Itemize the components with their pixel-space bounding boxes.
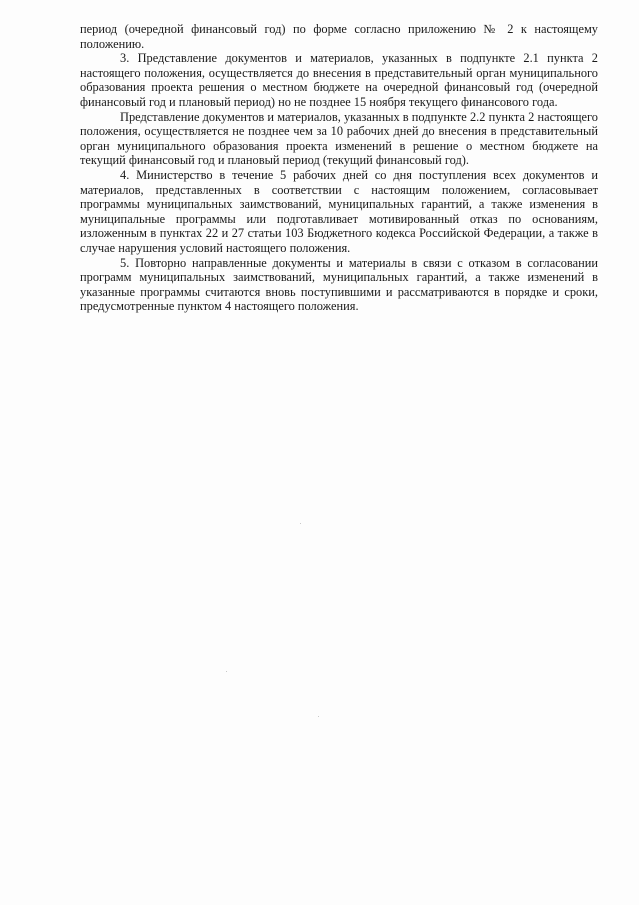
scan-speck [226,671,227,672]
paragraph-item-3-continued: Представление документов и материалов, указанных в подпункте 2.2 пункта 2 настоящего положения, осуществляется не позднее чем за 10 рабочих дней до внесения в представительный орган муниципального образования проекта изменений в решение о местном бюджете на текущий финансовый год и плановый период (текущий финансовый год). [80,109,598,168]
document-body [80,22,598,314]
scan-speck [300,523,301,524]
paragraph-item-3: 3. Представление документов и материалов, указанных в подпункте 2.1 пункта 2 настоящего положения, осуществляется до внесения в представительный орган муниципального образования проекта решения о местном бюджете на очередной финансовый год (очередной финансовый год и плановый период) но не позднее 15 ноября текущего финансового года. [80,51,598,109]
paragraph-continuation: период (очередной финансовый год) по форме согласно приложению № 2 к настоящему положению. [80,22,598,51]
paragraph-item-4: 4. Министерство в течение 5 рабочих дней со дня поступления всех документов и материалов, представленных в соответствии с настоящим положением, согласовывает программы муниципальных заимствований, муниципальных гарантий, а также изменения в муниципальные программы или подготавливает мотивированный отказ по основаниям, изложенным в пунктах 22 и 27 статьи 103 Бюджетного кодекса Российской Федерации, а также в случае нарушения условий настоящего положения. [80,167,598,255]
paragraph-item-5: 5. Повторно направленные документы и материалы в связи с отказом в согласовании программ муниципальных заимствований, муниципальных гарантий, а также изменений в указанные программы считаются вновь поступившими и рассматриваются в порядке и сроки, предусмотренные пунктом 4 настоящего положения. [80,255,598,314]
scan-speck [318,716,319,717]
